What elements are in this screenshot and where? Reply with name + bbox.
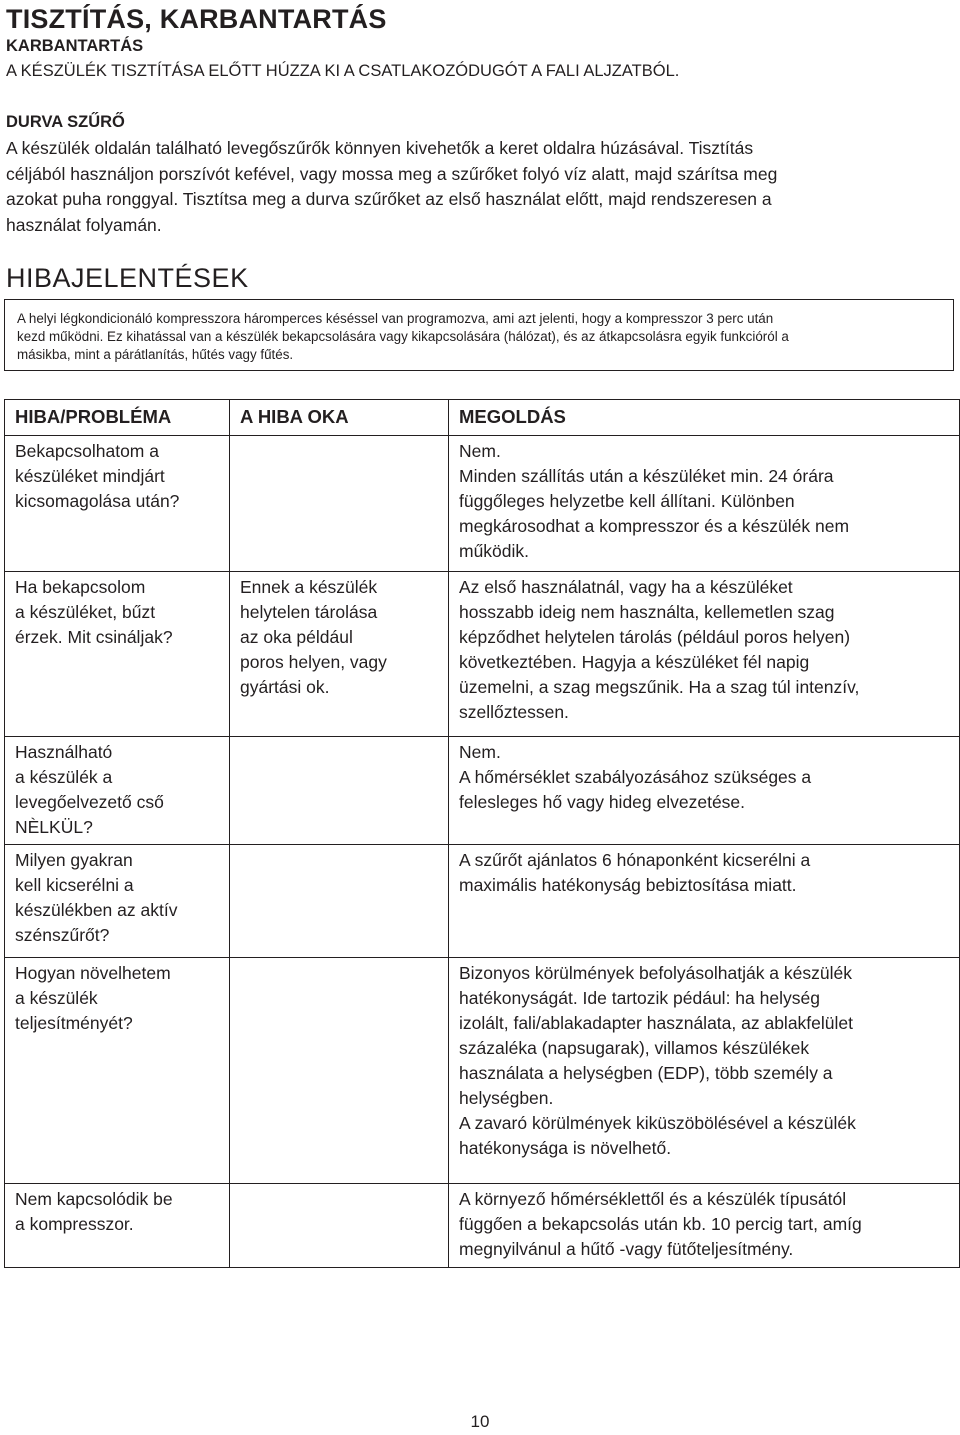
filter-text-line: céljából használjon porszívót kefével, vagy mossa meg a szűrőket folyó víz alatt, majd szárítsa meg <box>6 163 778 184</box>
solution-cell <box>449 958 960 1184</box>
note-text-line: kezd működni. Ez kihatással van a készülék bekapcsolására vagy kikapcsolására (hálózat), és az átkapcsolásra egyik funkcióról a <box>17 329 789 344</box>
column-header-problem: HIBA/PROBLÉMA <box>5 400 230 436</box>
problem-cell-line: érzek. Mit csináljak? <box>15 627 173 647</box>
error-reports-heading: HIBAJELENTÉSEK <box>6 263 249 293</box>
solution-cell-line: megnyilvánul a hűtő -vagy fütőteljesítmény. <box>459 1239 794 1259</box>
problem-cell-line: kell kicserélni a <box>15 875 134 895</box>
solution-cell <box>449 737 960 845</box>
solution-cell-line: hatékonysága is növelhető. <box>459 1138 672 1158</box>
cause-cell <box>230 436 449 572</box>
cause-cell-line: gyártási ok. <box>240 677 330 697</box>
compressor-note-box <box>4 299 954 371</box>
problem-cell <box>5 958 230 1184</box>
solution-cell-line: megkárosodhat a kompresszor és a készülék nem <box>459 516 850 536</box>
problem-cell-line: készüléket mindjárt <box>15 466 165 486</box>
table-row <box>5 572 960 737</box>
problem-cell-line: a készülék <box>15 988 98 1008</box>
solution-cell-line: A hőmérséklet szabályozásához szükséges a <box>459 767 812 787</box>
cause-cell <box>230 572 449 737</box>
solution-cell-line: üzemelni, a szag megszűnik. Ha a szag túl intenzív, <box>459 677 860 697</box>
table-row <box>5 737 960 845</box>
problem-cell-line: Bekapcsolhatom a <box>15 441 159 461</box>
cause-cell-line: az oka például <box>240 627 353 647</box>
cause-cell <box>230 737 449 845</box>
solution-cell <box>449 436 960 572</box>
table-header-row <box>5 400 960 436</box>
section-subtitle: KARBANTARTÁS <box>6 37 144 55</box>
note-text-line: másikba, mint a párátlanítás, hűtés vagy fűtés. <box>17 347 294 362</box>
solution-cell-line: Nem. <box>459 742 501 762</box>
problem-cell-line: Használható <box>15 742 113 762</box>
solution-cell-line: helységben. <box>459 1088 554 1108</box>
table-row <box>5 845 960 958</box>
troubleshooting-table <box>4 399 960 1268</box>
solution-cell-line: használata a helységben (EDP), több személy a <box>459 1063 833 1083</box>
problem-cell <box>5 737 230 845</box>
solution-cell-line: következtében. Hagyja a készüléket fél napig <box>459 652 810 672</box>
filter-text-line: azokat puha ronggyal. Tisztítsa meg a durva szűrőket az első használat előtt, majd rendszeresen a <box>6 189 772 209</box>
problem-cell-line: Hogyan növelhetem <box>15 963 171 983</box>
solution-cell-line: izolált, fali/ablakadapter használata, az ablakfelület <box>459 1013 853 1033</box>
filter-text-line: A készülék oldalán található levegőszűrők könnyen kivehetők a keret oldalra húzásával. Tisztítás <box>6 138 754 158</box>
solution-cell <box>449 1184 960 1268</box>
solution-cell-line: hatékonyságát. Ide tartozik pédául: ha helység <box>459 988 820 1008</box>
problem-cell-line: kicsomagolása után? <box>15 491 180 511</box>
solution-cell-line: A szűrőt ajánlatos 6 hónaponként kicserélni a <box>459 850 811 870</box>
cause-cell-line: poros helyen, vagy <box>240 652 387 672</box>
problem-cell-line: készülékben az aktív <box>15 900 178 920</box>
cause-cell-line: Ennek a készülék <box>240 577 378 597</box>
solution-cell-line: képződhet helytelen tárolás (például poros helyen) <box>459 627 851 647</box>
solution-cell-line: függőleges helyzetbe kell állítani. Különben <box>459 491 795 511</box>
problem-cell <box>5 436 230 572</box>
cause-cell <box>230 1184 449 1268</box>
problem-cell-line: a készüléket, bűzt <box>15 602 156 622</box>
solution-cell-line: Nem. <box>459 441 501 461</box>
filter-heading: DURVA SZŰRŐ <box>6 113 125 131</box>
column-header-cause: A HIBA OKA <box>230 400 449 436</box>
solution-cell-line: Minden szállítás után a készüléket min. 24 órára <box>459 466 834 486</box>
solution-cell-line: A zavaró körülmények kiküszöbölésével a készülék <box>459 1113 856 1133</box>
problem-cell-line: a készülék a <box>15 767 113 787</box>
solution-cell-line: felesleges hő vagy hideg elvezetése. <box>459 792 746 812</box>
problem-cell-line: Nem kapcsolódik be <box>15 1189 173 1209</box>
note-text-line: A helyi légkondicionáló kompresszora háromperces késéssel van programozva, ami azt jelenti, hogy a kompresszor 3 perc után <box>17 311 774 326</box>
solution-cell-line: A környező hőmérséklettől és a készülék típusától <box>459 1189 847 1209</box>
problem-cell-line: Ha bekapcsolom <box>15 577 146 597</box>
page-title: TISZTÍTÁS, KARBANTARTÁS <box>6 4 387 34</box>
solution-cell-line: Az első használatnál, vagy ha a készüléket <box>459 577 793 597</box>
problem-cell-line: a kompresszor. <box>15 1214 134 1234</box>
unplug-warning: A KÉSZÜLÉK TISZTÍTÁSA ELŐTT HÚZZA KI A CSATLAKOZÓDUGÓT A FALI ALJZATBÓL. <box>6 62 680 80</box>
problem-cell <box>5 572 230 737</box>
problem-cell-line: teljesítményét? <box>15 1013 133 1033</box>
solution-cell-line: működik. <box>459 541 530 561</box>
solution-cell-line: függően a bekapcsolás után kb. 10 percig tart, amíg <box>459 1214 862 1234</box>
table-row <box>5 958 960 1184</box>
solution-cell <box>449 572 960 737</box>
problem-cell-line: szénszűrőt? <box>15 925 110 945</box>
solution-cell-line: maximális hatékonyság bebiztosítása miatt. <box>459 875 797 895</box>
problem-cell-line: levegőelvezető cső <box>15 792 164 812</box>
problem-cell-line: NÈLKÜL? <box>15 817 93 837</box>
page-number: 10 <box>470 1412 490 1431</box>
solution-cell-line: százaléka (napsugarak), villamos készülékek <box>459 1038 810 1058</box>
solution-cell <box>449 845 960 958</box>
problem-cell-line: Milyen gyakran <box>15 850 133 870</box>
cause-cell <box>230 958 449 1184</box>
table-row <box>5 1184 960 1268</box>
table-row <box>5 436 960 572</box>
column-header-solution: MEGOLDÁS <box>449 400 960 436</box>
solution-cell-line: hosszabb ideig nem használta, kellemetlen szag <box>459 602 835 622</box>
cause-cell <box>230 845 449 958</box>
problem-cell <box>5 845 230 958</box>
solution-cell-line: Bizonyos körülmények befolyásolhatják a készülék <box>459 963 852 983</box>
filter-text-line: használat folyamán. <box>6 214 162 235</box>
filter-description <box>6 136 951 238</box>
cause-cell-line: helytelen tárolása <box>240 602 378 622</box>
problem-cell <box>5 1184 230 1268</box>
solution-cell-line: szellőztessen. <box>459 702 569 722</box>
